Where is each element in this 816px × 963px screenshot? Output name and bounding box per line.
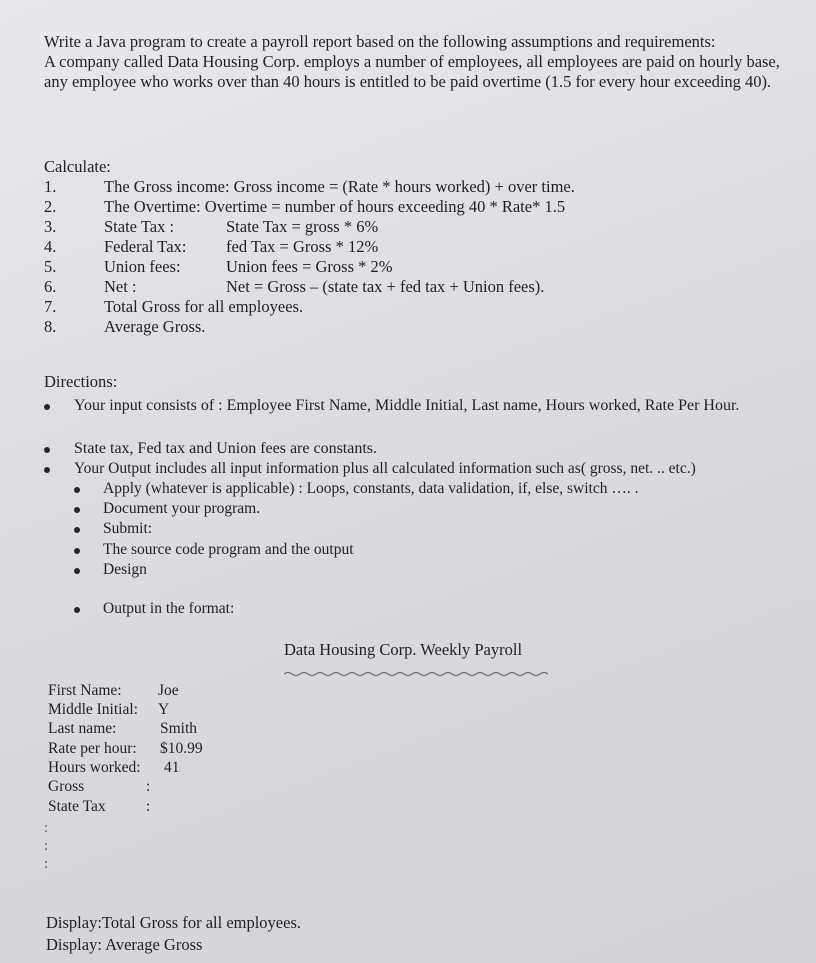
calc-label: The Gross income: Gross income = (Rate * hours worked) + over time.	[104, 177, 575, 196]
ellipsis-marker: :	[44, 838, 49, 854]
calc-number: 8.	[44, 317, 57, 336]
report-field-label: Rate per hour:	[48, 740, 137, 757]
intro-line-1: Write a Java program to create a payroll report based on the following assumptions and requirements:	[44, 32, 716, 51]
report-field-value: :	[146, 778, 151, 795]
calc-formula: fed Tax = Gross * 12%	[226, 237, 379, 256]
calc-number: 6.	[44, 277, 57, 296]
report-field-label: First Name:	[48, 682, 122, 699]
report-field-value: Smith	[160, 720, 198, 737]
direction-item: Your Output includes all input information plus all calculated information such as( gross, net. .. etc.)	[74, 460, 696, 477]
calc-label: State Tax :	[104, 217, 175, 236]
calc-number: 4.	[44, 237, 57, 256]
direction-item: State tax, Fed tax and Union fees are constants.	[74, 440, 378, 457]
report-field-label: Hours worked:	[48, 759, 141, 776]
calc-item	[44, 317, 784, 337]
calc-label: Average Gross.	[104, 317, 206, 336]
calc-item	[44, 217, 784, 237]
display-total-gross: Display:Total Gross for all employees.	[46, 913, 302, 932]
report-field-value: 41	[164, 759, 180, 776]
calc-number: 5.	[44, 257, 57, 276]
calc-label: Total Gross for all employees.	[104, 297, 304, 316]
bullet-icon	[44, 404, 50, 410]
direction-subitem: Output in the format:	[103, 600, 235, 617]
report-field-value: :	[146, 798, 151, 815]
report-field-value: Joe	[158, 682, 179, 699]
calc-number: 3.	[44, 217, 57, 236]
calc-formula: State Tax = gross * 6%	[226, 217, 379, 236]
bullet-icon	[44, 447, 50, 453]
calc-item	[44, 197, 784, 217]
calc-item	[44, 177, 784, 197]
calc-formula: Union fees = Gross * 2%	[226, 257, 393, 276]
intro-paragraph	[44, 32, 784, 92]
ellipsis-marker: :	[44, 856, 49, 872]
calc-label: Net :	[104, 277, 137, 296]
calc-formula: Net = Gross – (state tax + fed tax + Union fees).	[226, 277, 545, 296]
direction-subitem: Apply (whatever is applicable) : Loops, constants, data validation, if, else, switch …. .	[103, 480, 639, 497]
direction-subitem: The source code program and the output	[103, 541, 354, 558]
display-average-gross: Display: Average Gross	[46, 935, 203, 954]
calc-label: The Overtime: Overtime = number of hours exceeding 40 * Rate* 1.5	[104, 197, 566, 216]
direction-subitem: Submit:	[103, 520, 153, 537]
bullet-icon	[74, 548, 80, 554]
bullet-icon	[74, 487, 80, 493]
calc-number: 1.	[44, 177, 57, 196]
report-field-label: State Tax	[48, 798, 106, 815]
bullet-icon	[44, 467, 50, 473]
calc-number: 7.	[44, 297, 57, 316]
report-field-label: Last name:	[48, 720, 117, 737]
calc-item	[44, 277, 784, 297]
bullet-icon	[74, 568, 80, 574]
ellipsis-marker: :	[44, 820, 49, 836]
calc-item	[44, 237, 784, 257]
direction-subitem: Design	[103, 561, 147, 578]
report-field-value: $10.99	[160, 740, 203, 757]
calc-label: Federal Tax:	[104, 237, 187, 256]
direction-subitem: Document your program.	[103, 500, 261, 517]
calc-label: Union fees:	[104, 257, 181, 276]
report-field-label: Gross	[48, 778, 85, 795]
report-field-value: Y	[158, 701, 170, 718]
bullet-icon	[74, 607, 80, 613]
report-field-label: Middle Initial:	[48, 701, 138, 718]
intro-line-2: A company called Data Housing Corp. employs a number of employees, all employees are paid on hourly base, any employee who works over than 40 hours is entitled to be paid overtime (1.5 for every hour exceeding 40).	[44, 52, 780, 91]
direction-item: Your input consists of : Employee First Name, Middle Initial, Last name, Hours worked, Rate Per Hour.	[74, 397, 740, 414]
directions-title: Directions:	[44, 372, 118, 391]
calc-item	[44, 257, 784, 277]
calc-item	[44, 297, 784, 317]
report-heading: Data Housing Corp. Weekly Payroll	[284, 640, 523, 659]
bullet-icon	[74, 527, 80, 533]
calculate-title: Calculate:	[44, 157, 111, 176]
calc-number: 2.	[44, 197, 57, 216]
squiggle-underline-icon	[284, 670, 552, 678]
bullet-icon	[74, 507, 80, 513]
